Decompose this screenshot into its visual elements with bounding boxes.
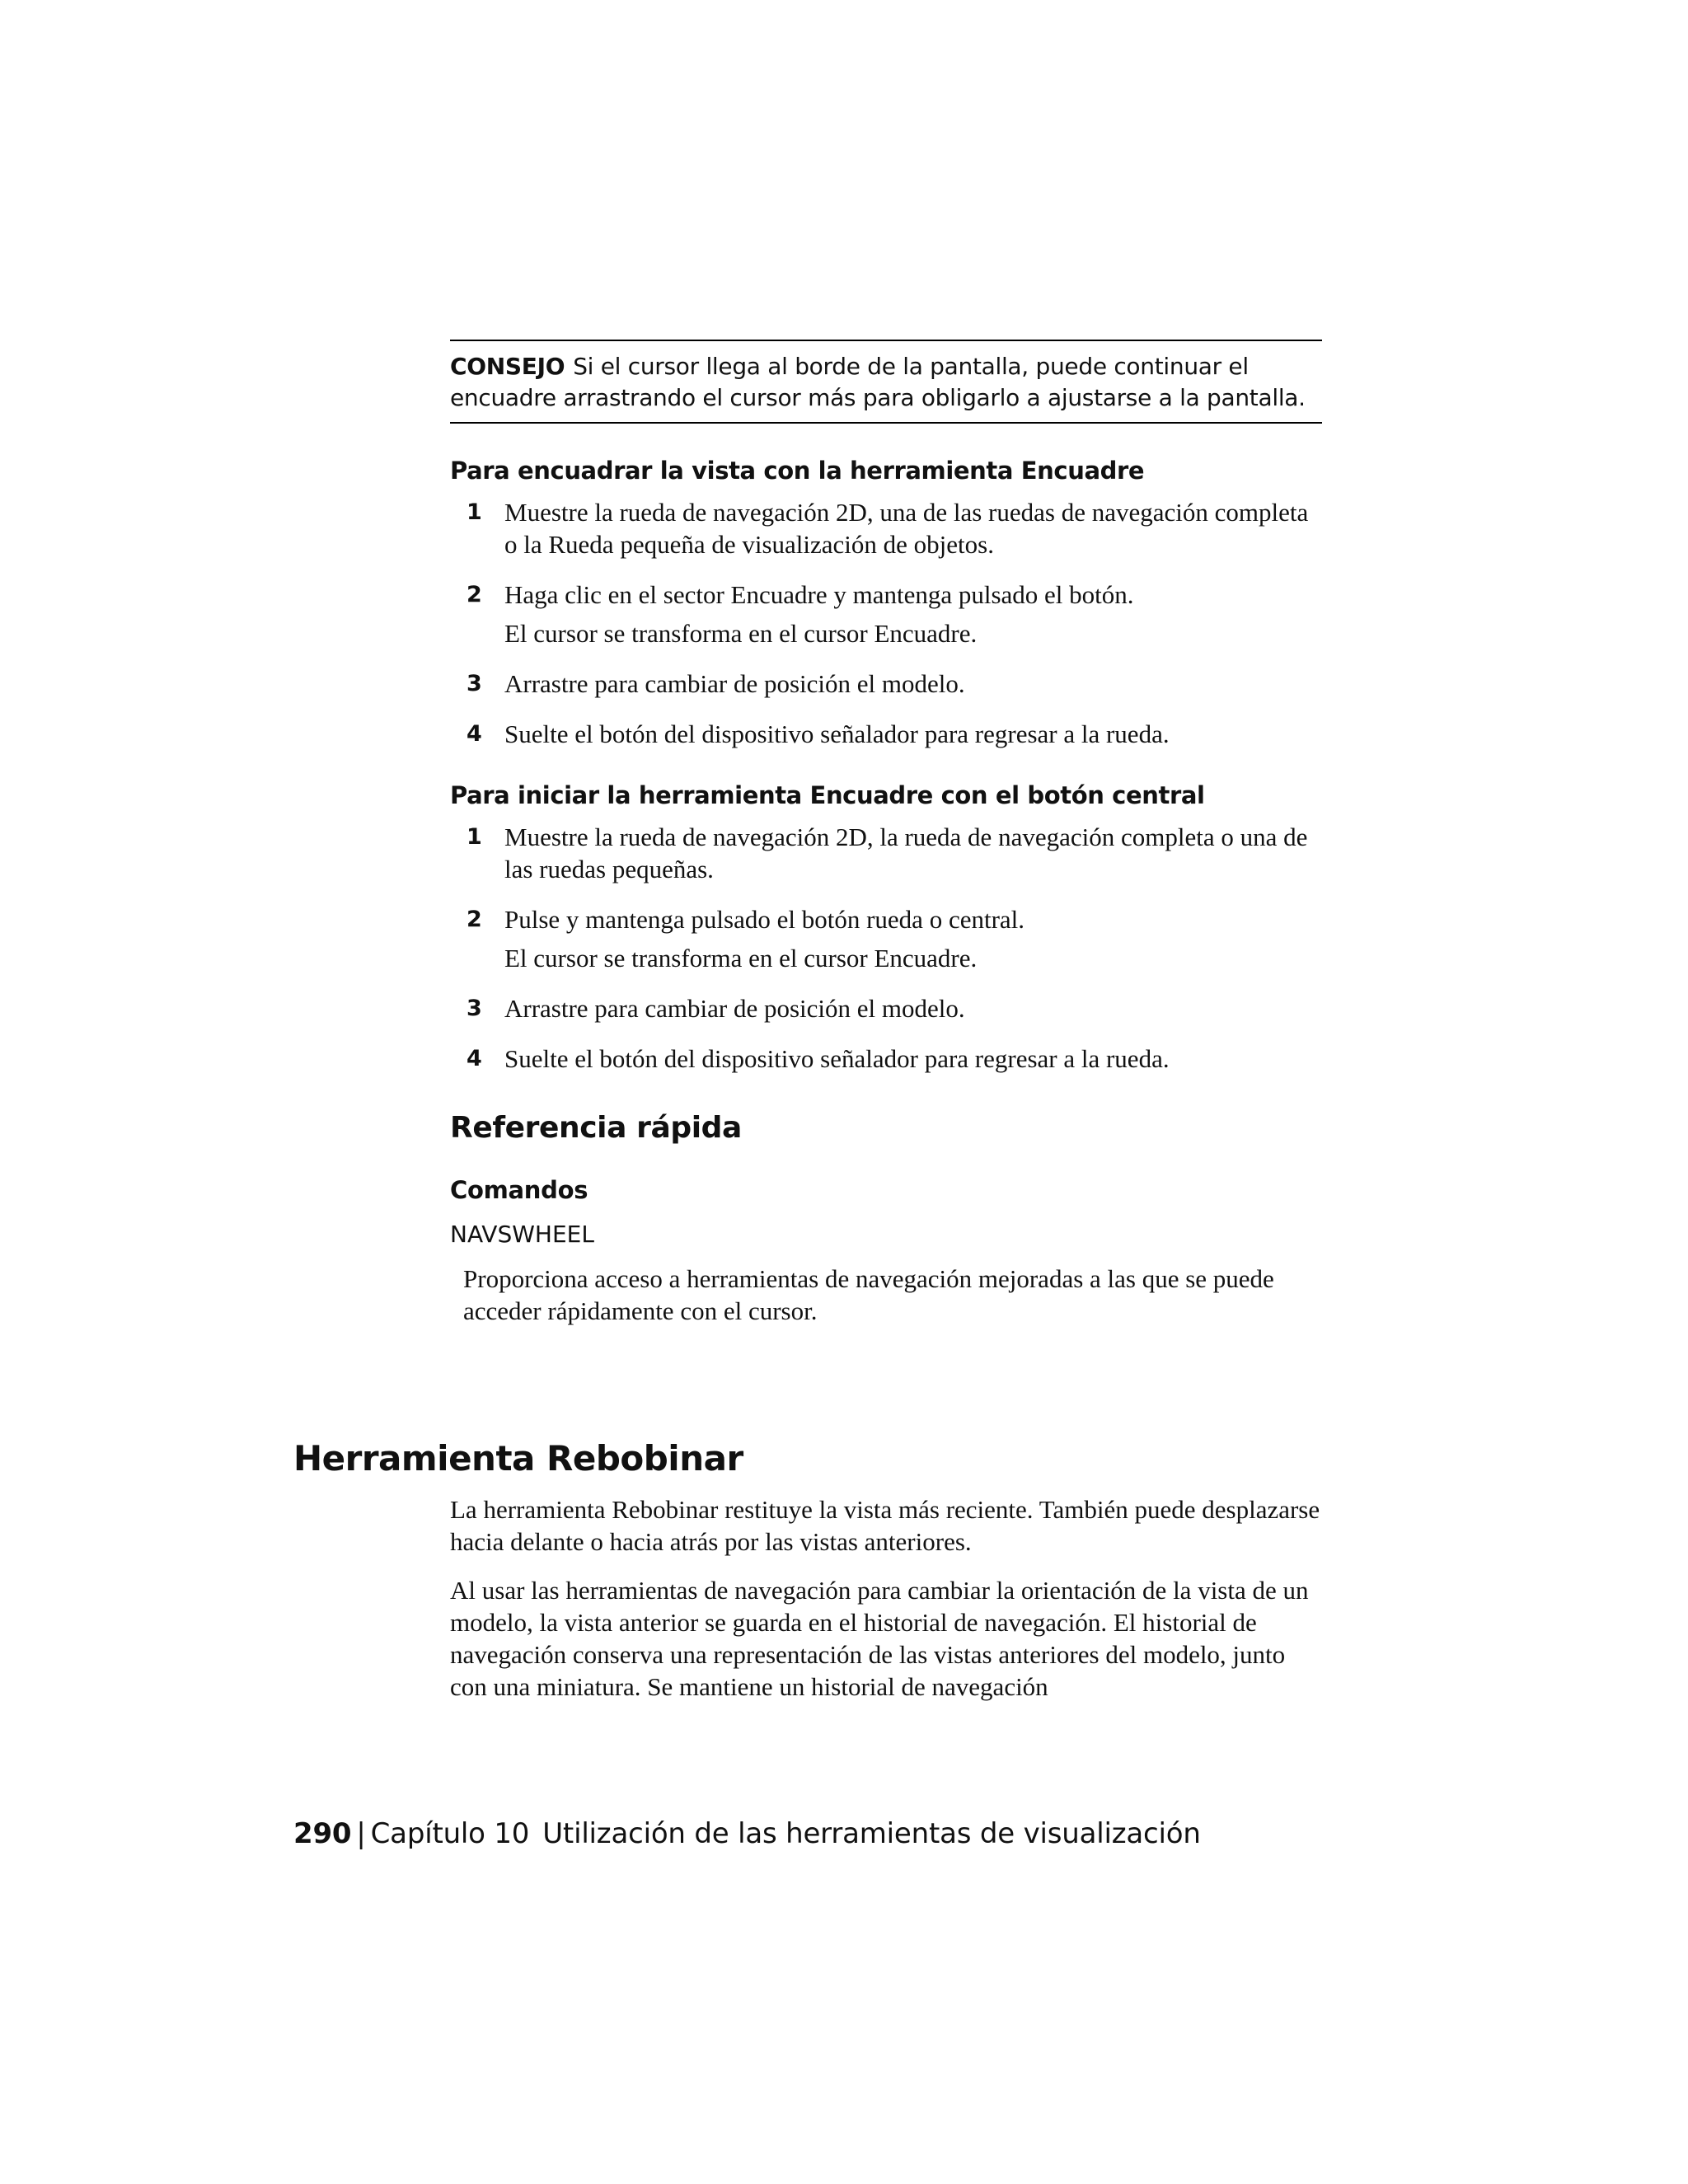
step-text: Suelte el botón del dispositivo señalador para regresar a la rueda. (504, 1044, 1170, 1073)
tip-text: Si el cursor llega al borde de la pantalla, puede continuar el encuadre arrastrando el cursor más para obligarlo a ajustarse a la pantalla. (450, 353, 1306, 411)
tip-box (450, 340, 1322, 424)
step-content (504, 579, 1322, 649)
step-text: Suelte el botón del dispositivo señalador para regresar a la rueda. (504, 719, 1170, 748)
step-number: 1 (467, 499, 482, 525)
list-item (450, 992, 1322, 1024)
list-item (450, 579, 1322, 649)
procedure-heading-1: Para encuadrar la vista con la herramienta Encuadre (450, 457, 1145, 485)
chapter-label: Capítulo 10 (370, 1817, 530, 1850)
step-text: Arrastre para cambiar de posición el modelo. (504, 669, 965, 698)
step-number: 4 (467, 721, 482, 747)
step-text: Arrastre para cambiar de posición el modelo. (504, 994, 965, 1023)
procedure-steps-2 (450, 821, 1322, 1075)
step-number: 3 (467, 671, 482, 696)
procedure-heading-2: Para iniciar la herramienta Encuadre con el botón central (450, 781, 1205, 809)
step-number: 2 (467, 582, 482, 607)
list-item (450, 496, 1322, 560)
paragraph: Al usar las herramientas de navegación para cambiar la orientación de la vista de un modelo, la vista anterior se guarda en el historial de navegación. El historial de navegación conserva una representación de las vistas anteriores del modelo, junto con una miniatura. Se mantiene un historial de navegación (450, 1576, 1309, 1701)
step-text: Muestre la rueda de navegación 2D, una de las ruedas de navegación completa o la Rueda pequeña de visualización de objetos. (504, 498, 1309, 559)
procedure-steps-1 (450, 496, 1322, 750)
step-result: El cursor se transforma en el cursor Encuadre. (504, 944, 978, 972)
step-number: 1 (467, 824, 482, 850)
list-item (450, 1043, 1322, 1075)
paragraph: La herramienta Rebobinar restituye la vista más reciente. También puede desplazarse hacia delante o hacia atrás por las vistas anteriores. (450, 1495, 1320, 1556)
list-item (450, 821, 1322, 885)
step-result: El cursor se transforma en el cursor Encuadre. (504, 619, 978, 648)
step-number: 4 (467, 1046, 482, 1071)
command-name: NAVSWHEEL (450, 1221, 594, 1248)
chapter-title: Utilización de las herramientas de visualización (542, 1817, 1201, 1850)
main-content (450, 340, 1322, 1327)
step-number: 2 (467, 907, 482, 932)
step-text: Haga clic en el sector Encuadre y mantenga pulsado el botón. (504, 580, 1134, 609)
step-text: Pulse y mantenga pulsado el botón rueda o central. (504, 905, 1025, 934)
page-footer (293, 1817, 1201, 1850)
step-text: Muestre la rueda de navegación 2D, la rueda de navegación completa o una de las ruedas pequeñas. (504, 823, 1308, 883)
command-description: Proporciona acceso a herramientas de navegación mejoradas a las que se puede acceder rápidamente con el cursor. (463, 1264, 1274, 1325)
list-item (450, 668, 1322, 700)
list-item (450, 903, 1322, 974)
footer-separator: | (356, 1817, 366, 1850)
section-title: Herramienta Rebobinar (293, 1438, 743, 1479)
step-content (504, 903, 1322, 974)
list-item (450, 718, 1322, 750)
tip-label: CONSEJO (450, 353, 565, 380)
step-number: 3 (467, 996, 482, 1021)
quick-reference-heading: Referencia rápida (450, 1111, 742, 1145)
section-body (450, 1493, 1324, 1719)
page-number: 290 (293, 1817, 352, 1850)
commands-heading: Comandos (450, 1176, 588, 1204)
